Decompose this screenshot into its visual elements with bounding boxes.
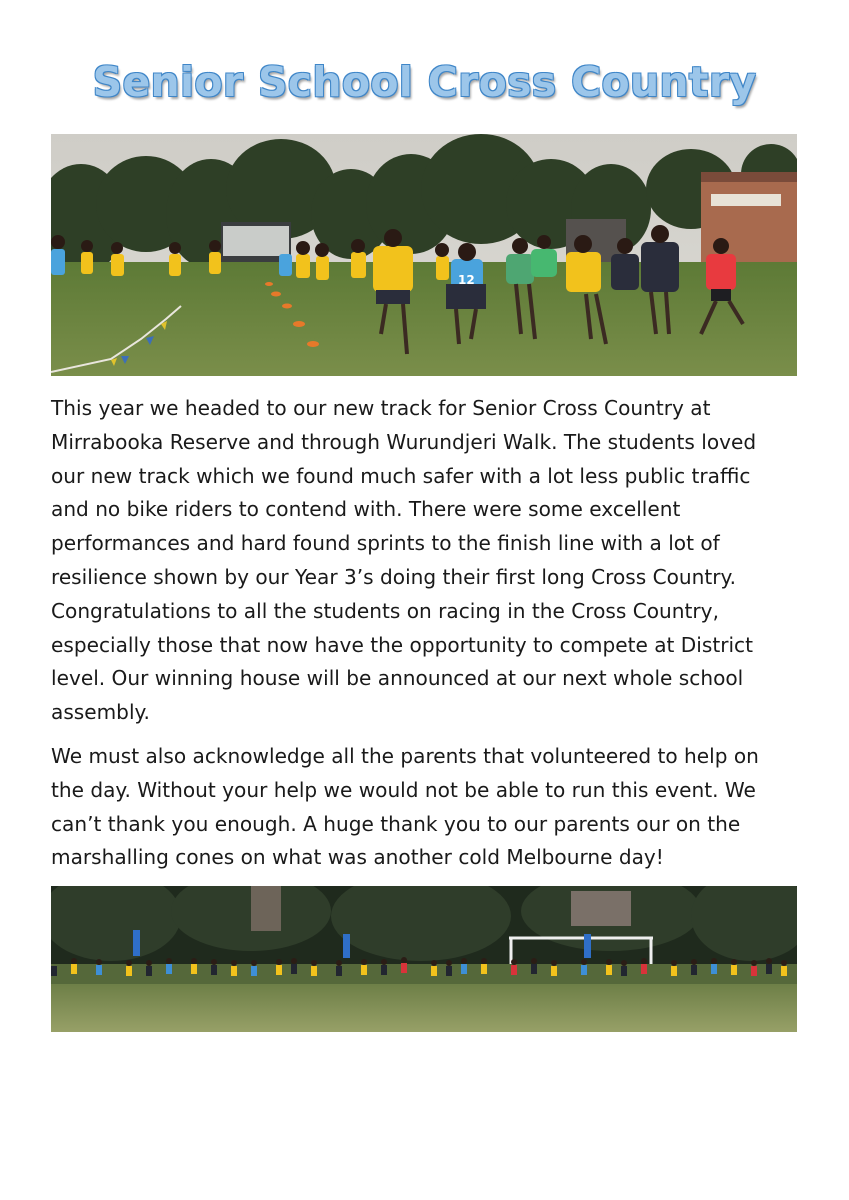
jersey-number: 12 — [458, 273, 475, 287]
line: and no bike riders to contend with. There were some excellent — [51, 497, 681, 522]
line: Mirrabooka Reserve and through Wurundjeri Walk. The students loved — [51, 429, 757, 454]
line: especially those that now have the opportunity to compete at District — [51, 632, 753, 657]
line: can’t thank you enough. A huge thank you to our parents our on the — [51, 811, 741, 836]
runners-photo-bottom — [51, 886, 797, 1032]
line: marshalling cones on what was another cold Melbourne day! — [51, 845, 664, 870]
line: the day. Without your help we would not be able to run this event. We — [51, 777, 756, 802]
line: We must also acknowledge all the parents that volunteered to help on — [51, 744, 759, 768]
line: our new track which we found much safer with a lot less public traffic — [51, 463, 751, 488]
line: performances and hard found sprints to the finish line with a lot of — [51, 531, 720, 556]
article-paragraph-2 — [51, 740, 797, 875]
line: resilience shown by our Year 3’s doing their first long Cross Country. — [51, 564, 736, 589]
line: level. Our winning house will be announced at our next whole school — [51, 666, 744, 691]
runners-photo-top — [51, 134, 797, 376]
line: assembly. — [51, 700, 150, 725]
page-title: Senior School Cross Country — [92, 58, 757, 106]
line: Congratulations to all the students on racing in the Cross Country, — [51, 598, 719, 623]
line: This year we headed to our new track for Senior Cross Country at — [51, 396, 711, 420]
article-paragraph-1 — [51, 392, 797, 730]
